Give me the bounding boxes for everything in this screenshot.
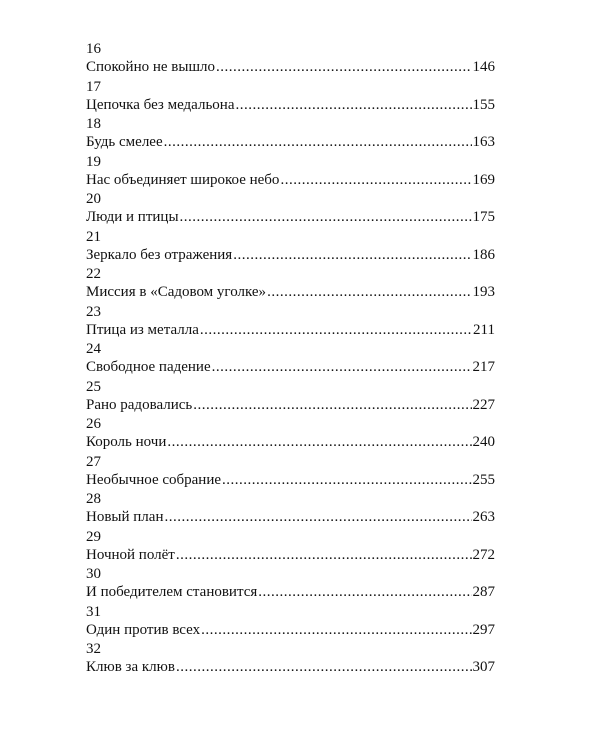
chapter-number: 24 <box>86 341 101 357</box>
toc-line <box>86 508 495 527</box>
toc-entry <box>86 603 495 641</box>
toc-entry <box>86 228 495 266</box>
toc-line <box>86 171 495 190</box>
page-number: 307 <box>472 659 495 675</box>
chapter-number: 32 <box>86 641 101 657</box>
chapter-number: 28 <box>86 491 101 507</box>
chapter-number: 25 <box>86 378 101 395</box>
toc-entry <box>86 340 495 378</box>
toc-entry <box>86 153 495 191</box>
dot-leader <box>280 171 471 190</box>
toc-line <box>86 546 495 565</box>
dot-leader <box>216 58 472 77</box>
page-number: 263 <box>472 509 495 525</box>
chapter-number: 18 <box>86 116 101 132</box>
toc-line <box>86 658 495 677</box>
chapter-number: 17 <box>86 78 101 95</box>
chapter-title: Свободное падение <box>86 359 211 375</box>
dot-leader <box>200 321 472 340</box>
page-number: 297 <box>472 621 495 638</box>
page-number: 193 <box>472 284 495 300</box>
chapter-number: 23 <box>86 303 101 320</box>
chapter-number: 26 <box>86 416 101 432</box>
chapter-number: 21 <box>86 228 101 245</box>
toc-entry <box>86 565 495 603</box>
toc-entry <box>86 415 495 453</box>
chapter-number: 31 <box>86 603 101 620</box>
chapter-title: Цепочка без медальона <box>86 96 235 113</box>
chapter-title: Необычное собрание <box>86 471 222 488</box>
chapter-number: 30 <box>86 566 101 582</box>
toc-entry <box>86 490 495 528</box>
dot-leader <box>164 133 472 152</box>
toc-entry <box>86 78 495 116</box>
chapter-title: Клюв за клюв <box>86 659 175 675</box>
chapter-number: 16 <box>86 41 101 57</box>
toc-line <box>86 621 495 640</box>
chapter-title: Ночной полёт <box>86 546 175 563</box>
chapter-title: Миссия в «Садовом уголке» <box>86 284 267 300</box>
page-number: 211 <box>473 321 495 338</box>
toc-line <box>86 321 495 340</box>
chapter-title: Рано радовались <box>86 396 193 413</box>
toc-line <box>86 396 495 415</box>
dot-leader <box>267 283 471 302</box>
page-number: 255 <box>472 471 495 488</box>
chapter-number: 27 <box>86 453 101 470</box>
dot-leader <box>176 658 472 677</box>
page-number: 175 <box>472 209 495 225</box>
toc-line <box>86 358 495 377</box>
dot-leader <box>258 583 471 602</box>
toc-entry <box>86 115 495 153</box>
toc-entry <box>86 640 495 678</box>
toc-line <box>86 58 495 77</box>
toc-line <box>86 583 495 602</box>
toc-entry <box>86 528 495 566</box>
chapter-title: Люди и птицы <box>86 209 179 225</box>
chapter-title: Нас объединяет широкое небо <box>86 171 280 188</box>
toc-entry <box>86 40 495 78</box>
dot-leader <box>233 246 471 265</box>
dot-leader <box>193 396 471 415</box>
toc-line <box>86 433 495 452</box>
dot-leader <box>235 96 471 115</box>
page-number: 240 <box>472 434 495 450</box>
page-number: 186 <box>472 246 495 263</box>
toc-entry <box>86 190 495 228</box>
chapter-title: Новый план <box>86 509 164 525</box>
toc-entry <box>86 453 495 491</box>
dot-leader <box>222 471 471 490</box>
dot-leader <box>167 433 471 452</box>
toc-line <box>86 208 495 227</box>
dot-leader <box>201 621 471 640</box>
page-number: 287 <box>472 584 495 600</box>
toc-line <box>86 133 495 152</box>
chapter-title: Птица из металла <box>86 321 199 338</box>
chapter-title: И победителем становится <box>86 584 258 600</box>
table-of-contents <box>86 40 495 678</box>
page-number: 217 <box>472 359 495 375</box>
chapter-number: 19 <box>86 153 101 170</box>
chapter-title: Зеркало без отражения <box>86 246 233 263</box>
page-number: 272 <box>472 546 495 563</box>
page-number: 155 <box>472 96 495 113</box>
toc-entry <box>86 265 495 303</box>
toc-entry <box>86 378 495 416</box>
dot-leader <box>164 508 471 527</box>
toc-line <box>86 471 495 490</box>
chapter-number: 22 <box>86 266 101 282</box>
page-number: 163 <box>472 134 495 150</box>
chapter-number: 29 <box>86 528 101 545</box>
chapter-title: Один против всех <box>86 621 201 638</box>
chapter-title: Король ночи <box>86 434 167 450</box>
toc-line <box>86 283 495 302</box>
dot-leader <box>176 546 472 565</box>
toc-line <box>86 246 495 265</box>
dot-leader <box>180 208 472 227</box>
dot-leader <box>212 358 472 377</box>
chapter-title: Спокойно не вышло <box>86 59 215 75</box>
page-number: 227 <box>472 396 495 413</box>
page-number: 169 <box>472 171 495 188</box>
toc-line <box>86 96 495 115</box>
toc-entry <box>86 303 495 341</box>
page-number: 146 <box>472 59 495 75</box>
chapter-number: 20 <box>86 191 101 207</box>
chapter-title: Будь смелее <box>86 134 163 150</box>
